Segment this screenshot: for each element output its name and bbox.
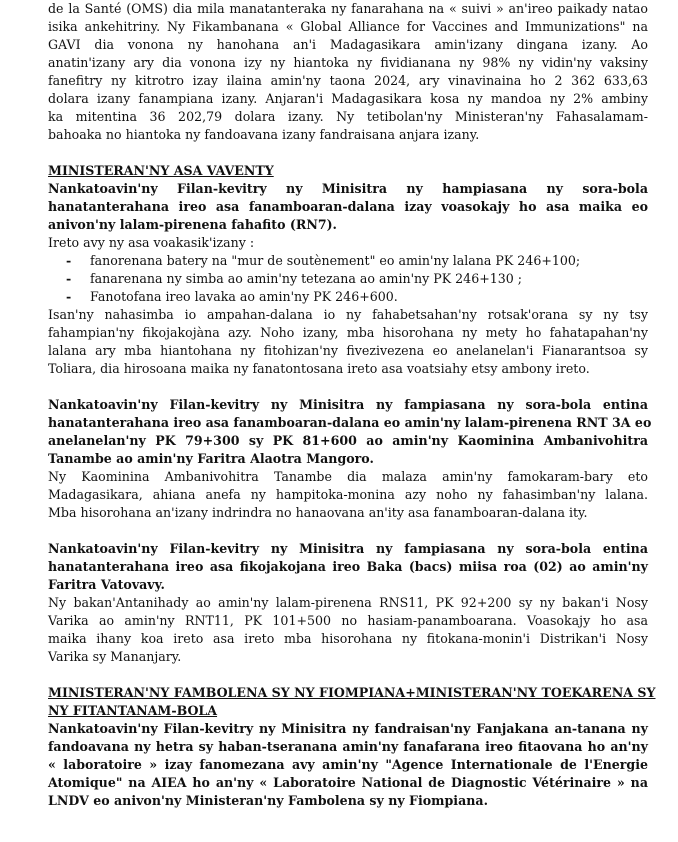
bold-line: « laboratoire » izay fanomezana avy amin'ny "Agence Internationale de l'Energie [48,757,648,772]
text-line: de la Santé (OMS) dia mila manatanteraka ny fanarahana na « suivi » an'ireo paikady natao [48,1,648,16]
section-heading: NY FITANTANAM-BOLA [48,703,218,718]
section-bacs [48,540,648,666]
text-line: isika ankehitriny. Ny Fikambanana « Global Alliance for Vaccines and Immunizations" na [48,19,648,34]
bold-line: hanatanterahana ireo asa fanamboaran-dalana eo amin'ny lalam-pirenena RNT 3A eo [48,415,652,430]
bold-line: anelanelan'ny PK 79+300 sy PK 81+600 ao amin'ny Kaominina Ambanivohitra [48,433,648,448]
list-item: - fanarenana ny simba ao amin'ny tetezana ao amin'ny PK 246+130 ; [66,271,523,286]
text-line: Isan'ny nahasimba io ampahan-dalana io ny fahabetsahan'ny rotsak'orana sy ny tsy [48,307,648,322]
section-heading: MINISTERAN'NY ASA VAVENTY [48,163,274,178]
text-line: maika ihany koa ireto asa ireto mba hisorohana ny fitokana-monin'i Distrikan'i Nosy [48,631,648,646]
text-line: fanefitry ny kitrotro izay ilaina amin'ny taona 2024, ary vinavinaina ho 2 362 633,63 [48,73,648,88]
intro-paragraph [48,0,648,144]
section-public-works [48,162,648,378]
text-line: Varika sy Mananjary. [48,649,182,664]
section-heading: MINISTERAN'NY FAMBOLENA SY NY FIOMPIANA+MINISTERAN'NY TOEKARENA SY [48,685,656,700]
text-line: Mba hisorohana an'izany indrindra no hanaovana an'ity asa fanamboaran-dalana ity. [48,505,588,520]
text-line: Ny bakan'Antanihady ao amin'ny lalam-pirenena RNS11, PK 92+200 sy ny bakan'i Nosy [48,595,648,610]
text-line: bahoaka no hiantoka ny fandoavana izany fandraisana anjara izany. [48,127,480,142]
bold-line: fandoavana ny hetra sy haban-tseranana amin'ny fanafarana ireo fitaovana ho an'ny [48,739,648,754]
section-rnt3a [48,396,652,522]
list-item-text: fanorenana batery na "mur de soutènement" eo amin'ny lalana PK 246+100; [90,253,581,268]
list-item: - Fanotofana ireo lavaka ao amin'ny PK 246+600. [66,289,398,304]
bold-line: LNDV eo anivon'ny Ministeran'ny Fambolena sy ny Fiompiana. [48,793,488,808]
text-line: Varika ao amin'ny RNT11, PK 101+500 no hasiam-panamboarana. Voasokajy ho asa [48,613,648,628]
bold-line: Tanambe ao amin'ny Faritra Alaotra Mangoro. [48,451,374,466]
text-line: lalana ary mba hiantohana ny fitohizan'ny fivezivezena eo anelanelan'i Fianarantsoa sy [48,343,648,358]
list-item: - fanorenana batery na "mur de soutènement" eo amin'ny lalana PK 246+100; [66,253,581,268]
section-agriculture [48,684,656,810]
bold-line: Atomique" na AIEA ho an'ny « Laboratoire National de Diagnostic Vétérinaire » na [48,775,648,790]
list-item-text: fanarenana ny simba ao amin'ny tetezana ao amin'ny PK 246+130 ; [90,271,523,286]
bold-line: anivon'ny lalam-pirenena fahafito (RN7). [48,217,337,232]
text-line: fahampian'ny fikojakojàna azy. Noho izany, mba hisorohana ny mety ho fahatapahan'ny [48,325,648,340]
text-line: GAVI dia vonona ny hanohana an'i Madagasikara amin'izany dingana izany. Ao [48,37,648,52]
bold-line: Nankatoavin'ny Filan-kevitry ny Minisitra ny hampiasana ny sora-bola [48,181,648,196]
text-line: Toliara, dia hirosoana maika ny fanatontosana ireto asa voatsiahy etsy ambony ireto. [48,361,590,376]
text-line: dolara izany fanampiana izany. Anjaran'i Madagasikara kosa ny mandoa ny 2% ambiny [48,91,648,106]
document-page [48,0,656,810]
bold-line: Nankatoavin'ny Filan-kevitry ny Minisitra ny fampiasana ny sora-bola entina [48,397,648,412]
text-line: Madagasikara, ahiana anefa ny hampitoka-monina azy noho ny fahasimban'ny lalana. [48,487,648,502]
text-line: ka mitentina 36 202,79 dolara izany. Ny tetibolan'ny Ministeran'ny Fahasalamam- [48,109,648,124]
bold-line: hanatanterahana ireo asa fanamboaran-dalana izay voasokajy ho asa maika eo [48,199,648,214]
list-item-text: Fanotofana ireo lavaka ao amin'ny PK 246+600. [90,289,398,304]
bold-line: Faritra Vatovavy. [48,577,165,592]
text-line: Ireto avy ny asa voakasik'izany : [48,235,255,250]
text-line: Ny Kaominina Ambanivohitra Tanambe dia malaza amin'ny famokaram-bary eto [48,469,648,484]
text-line: anatin'izany ary dia vonona izy ny hiantoka ny fividianana ny 98% ny vidin'ny vaksiny [48,55,648,70]
bold-line: Nankatoavin'ny Filan-kevitry ny Minisitra ny fandraisan'ny Fanjakana an-tanana ny [48,721,648,736]
bold-line: Nankatoavin'ny Filan-kevitry ny Minisitra ny fampiasana ny sora-bola entina [48,541,648,556]
bold-line: hanatanterahana ireo asa fikojakojana ireo Baka (bacs) miisa roa (02) ao amin'ny [48,559,648,574]
